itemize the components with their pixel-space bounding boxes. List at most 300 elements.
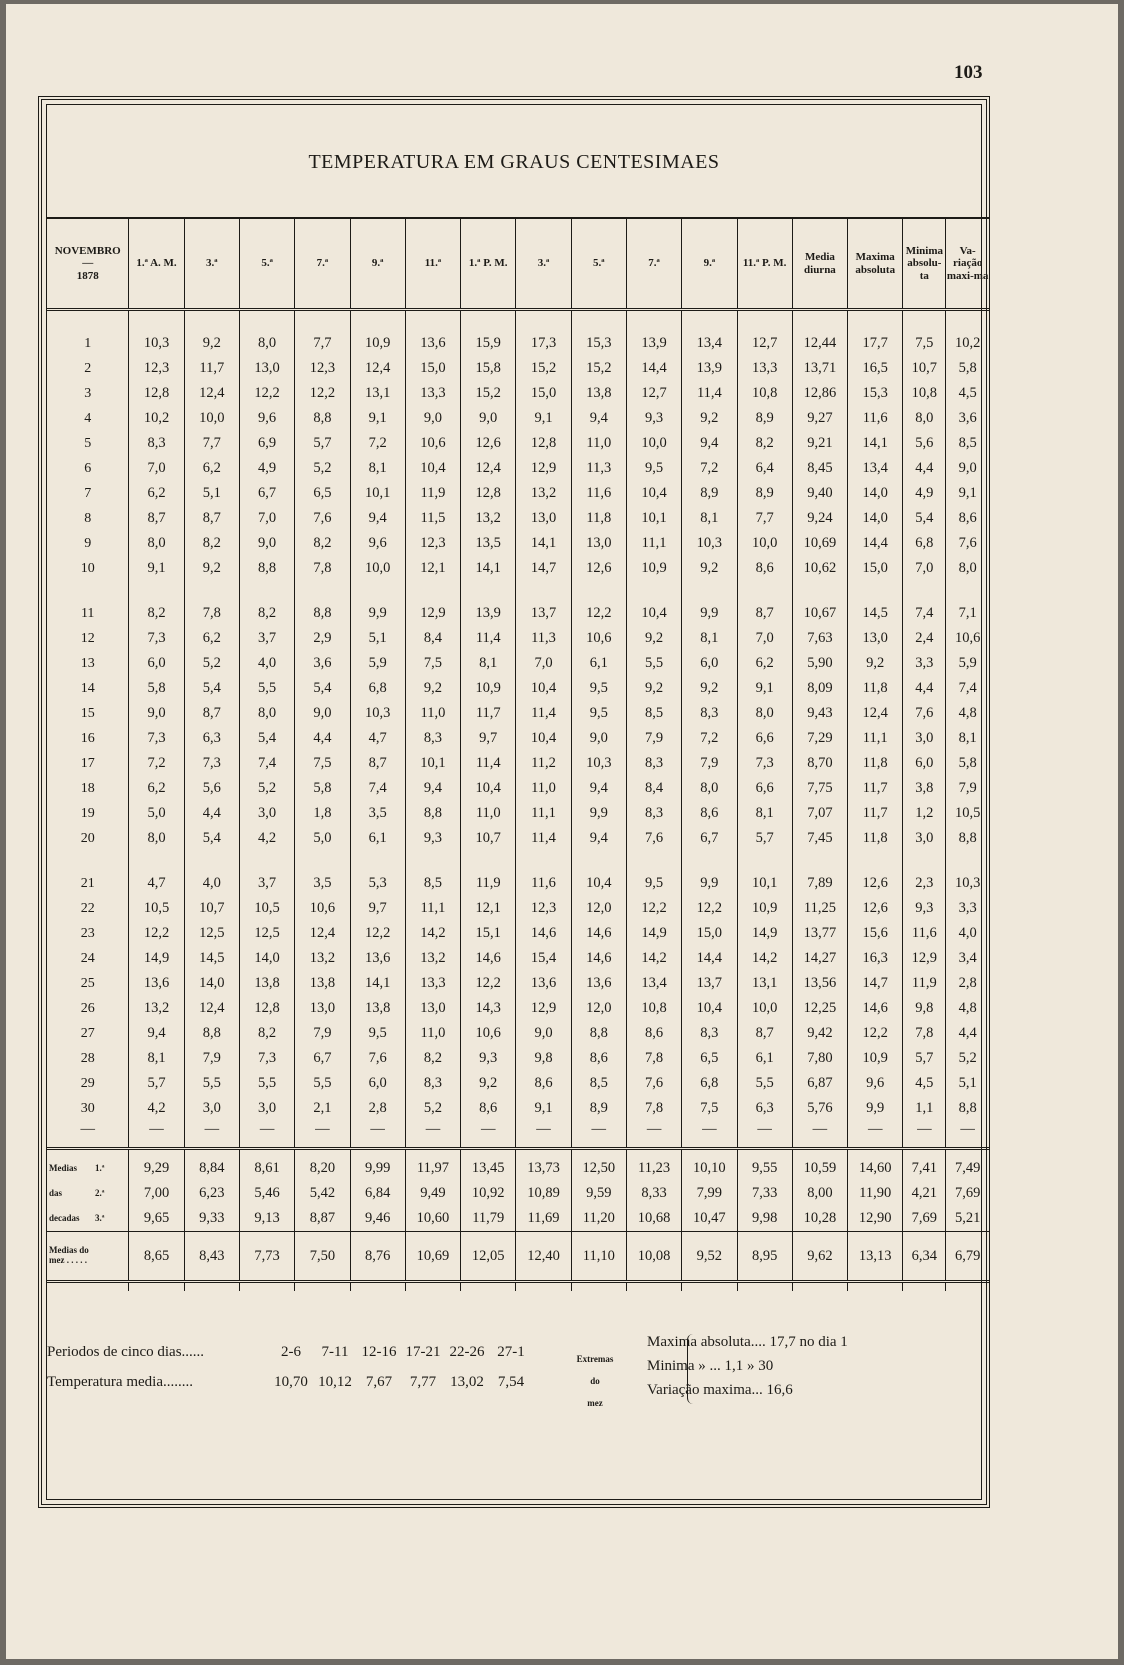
table-cell: 11,5 (405, 506, 460, 531)
table-cell: 9,62 (792, 1232, 847, 1282)
table-cell: 14,1 (461, 556, 516, 581)
table-cell: 9,2 (184, 331, 239, 356)
table-frame-inner (46, 104, 989, 1500)
spacer-cell (295, 1149, 350, 1157)
table-cell: 5,5 (239, 676, 294, 701)
table-cell: 5,1 (184, 481, 239, 506)
table-cell: 9,2 (848, 651, 903, 676)
spacer-cell (461, 851, 516, 871)
table-cell: 7,29 (792, 726, 847, 751)
table-cell: 11,1 (626, 531, 681, 556)
spacer-row (47, 851, 989, 871)
table-cell: 7,3 (184, 751, 239, 776)
table-cell: 8,6 (461, 1096, 516, 1121)
table-cell: 11,7 (848, 776, 903, 801)
table-cell: 11,8 (571, 506, 626, 531)
table-cell: 13,6 (129, 971, 184, 996)
table-cell: 8,6 (737, 556, 792, 581)
table-cell: 10,6 (946, 626, 989, 651)
table-cell: 11,69 (516, 1206, 571, 1232)
decade-row (47, 1181, 989, 1206)
summary-block (47, 1330, 989, 1420)
table-cell: 13,4 (848, 456, 903, 481)
table-cell: 11,25 (792, 896, 847, 921)
table-cell: 8,1 (946, 726, 989, 751)
table-cell: 6,2 (184, 626, 239, 651)
table-cell: 10,6 (405, 431, 460, 456)
table-cell: 12,6 (848, 896, 903, 921)
table-cell: 3,5 (350, 801, 405, 826)
spacer-cell (461, 1149, 516, 1157)
spacer-cell (350, 310, 405, 332)
table-cell: 6,2 (129, 776, 184, 801)
column-header: 9.ª (350, 218, 405, 310)
decade-label (47, 1156, 129, 1181)
table-cell: 12,44 (792, 331, 847, 356)
spacer-cell (350, 1282, 405, 1292)
table-cell: 16 (80, 730, 95, 746)
table-cell: 10,3 (571, 751, 626, 776)
spacer-cell (848, 581, 903, 601)
dash-cell: — (239, 1121, 294, 1149)
table-cell: 8,6 (516, 1071, 571, 1096)
table-cell: 6,2 (129, 481, 184, 506)
table-cell: 9 (84, 535, 92, 551)
spacer-cell (129, 581, 184, 601)
table-cell: 6,7 (295, 1046, 350, 1071)
table-cell: 13,2 (295, 946, 350, 971)
spacer-cell (792, 310, 847, 332)
table-cell: 5,0 (295, 826, 350, 851)
table-cell: 7,8 (295, 556, 350, 581)
table-cell: 13,77 (792, 921, 847, 946)
table-cell: 11,9 (461, 871, 516, 896)
table-cell: 9,2 (405, 676, 460, 701)
column-header: 9.ª (682, 218, 737, 310)
spacer-row (47, 1282, 989, 1292)
spacer-cell (792, 1149, 847, 1157)
table-cell: 6,2 (184, 456, 239, 481)
table-cell: 7,1 (946, 601, 989, 626)
table-cell: 8,7 (129, 506, 184, 531)
table-cell: 10,89 (516, 1181, 571, 1206)
table-cell: 13,9 (626, 331, 681, 356)
table-cell: 7,9 (682, 751, 737, 776)
table-row (47, 506, 989, 531)
table-cell: 10,4 (461, 776, 516, 801)
table-cell: 11,0 (516, 776, 571, 801)
table-cell: 9,9 (571, 801, 626, 826)
table-cell: 12,5 (239, 921, 294, 946)
table-cell: 9,7 (461, 726, 516, 751)
table-cell: 7,3 (129, 626, 184, 651)
table-cell: 9,5 (571, 676, 626, 701)
table-cell: 6,0 (129, 651, 184, 676)
table-cell: 7,9 (184, 1046, 239, 1071)
table-cell: 9,2 (682, 556, 737, 581)
table-cell: 7,2 (682, 726, 737, 751)
table-cell: 14,27 (792, 946, 847, 971)
spacer-cell (350, 581, 405, 601)
table-cell: 10,9 (626, 556, 681, 581)
spacer-cell (903, 1149, 946, 1157)
table-cell: 14,4 (848, 531, 903, 556)
table-cell: 13,8 (571, 381, 626, 406)
table-cell: 8,7 (184, 506, 239, 531)
table-cell: 13,0 (239, 356, 294, 381)
spacer-cell (516, 310, 571, 332)
table-cell: 4,4 (903, 456, 946, 481)
table-cell: 11,4 (516, 826, 571, 851)
table-cell: 7,41 (903, 1156, 946, 1181)
table-cell: 7 (84, 485, 92, 501)
table-cell: 9,27 (792, 406, 847, 431)
table-cell: 8,7 (184, 701, 239, 726)
table-cell: 15,6 (848, 921, 903, 946)
table-cell: 9,65 (129, 1206, 184, 1232)
table-cell: 12,0 (571, 896, 626, 921)
table-cell: 5,42 (295, 1181, 350, 1206)
table-cell: 11,0 (571, 431, 626, 456)
table-cell: 7,7 (295, 331, 350, 356)
table-cell: 12,3 (516, 896, 571, 921)
spacer-cell (626, 1149, 681, 1157)
table-cell: 15,0 (516, 381, 571, 406)
table-row (47, 896, 989, 921)
table-row (47, 651, 989, 676)
table-cell: 10,69 (405, 1232, 460, 1282)
dash-cell: — (295, 1121, 350, 1149)
table-cell: 16,5 (848, 356, 903, 381)
periods-values (269, 1344, 533, 1361)
table-cell: 9,3 (405, 826, 460, 851)
table-row (47, 626, 989, 651)
table-cell: 8,20 (295, 1156, 350, 1181)
table-cell: 6,5 (295, 481, 350, 506)
table-cell: 5,2 (239, 776, 294, 801)
table-cell: 10,1 (405, 751, 460, 776)
spacer-cell (129, 310, 184, 332)
table-cell: 10,6 (461, 1021, 516, 1046)
table-cell: 8,70 (792, 751, 847, 776)
table-cell: 8,7 (737, 1021, 792, 1046)
table-cell: 5,6 (903, 431, 946, 456)
table-cell: 12,40 (516, 1232, 571, 1282)
table-cell: 9,6 (848, 1071, 903, 1096)
table-cell: 7,73 (239, 1232, 294, 1282)
table-cell: 8,0 (129, 826, 184, 851)
table-cell: 4,9 (239, 456, 294, 481)
extremes-label-line: Extremas (576, 1354, 614, 1364)
table-cell: 4,8 (946, 996, 989, 1021)
table-cell: 8,76 (350, 1232, 405, 1282)
table-cell: 9,33 (184, 1206, 239, 1232)
corner-header (47, 218, 129, 310)
spacer-cell (626, 581, 681, 601)
table-cell: 4,21 (903, 1181, 946, 1206)
spacer-cell (47, 581, 129, 601)
table-cell: 5,4 (239, 726, 294, 751)
spacer-cell (129, 851, 184, 871)
table-cell: 11,0 (461, 801, 516, 826)
table-cell: 3 (84, 385, 92, 401)
table-cell: 22 (80, 900, 95, 916)
table-cell: 8,5 (946, 431, 989, 456)
column-header: Media diurna (792, 218, 847, 310)
table-cell: 9,4 (129, 1021, 184, 1046)
periods-label: Periodos de cinco dias...... (47, 1344, 205, 1360)
spacer-cell (737, 310, 792, 332)
decade-label-word: das (49, 1187, 63, 1198)
table-cell: 7,8 (903, 1021, 946, 1046)
month-average-label (47, 1232, 129, 1282)
table-cell: 11,4 (682, 381, 737, 406)
table-cell: 13,56 (792, 971, 847, 996)
table-cell: 9,43 (792, 701, 847, 726)
table-cell: 9,1 (737, 676, 792, 701)
table-cell: 20 (80, 830, 95, 846)
table-row (47, 996, 989, 1021)
table-row (47, 776, 989, 801)
table-cell: 12,6 (461, 431, 516, 456)
table-cell: 5,4 (184, 676, 239, 701)
table-cell: 12,1 (405, 556, 460, 581)
table-cell: 4,2 (129, 1096, 184, 1121)
decade-mark: 3.ª (95, 1212, 105, 1223)
table-cell: 11,4 (461, 751, 516, 776)
table-cell: 11,9 (903, 971, 946, 996)
table-cell: 7,0 (129, 456, 184, 481)
table-cell: 14,6 (516, 921, 571, 946)
column-header: 1.ª A. M. (129, 218, 184, 310)
table-cell: 7,50 (295, 1232, 350, 1282)
table-cell: 6,7 (682, 826, 737, 851)
spacer-cell (626, 310, 681, 332)
table-cell: 30 (80, 1100, 95, 1116)
table-cell: 9,4 (682, 431, 737, 456)
table-cell: 10,5 (129, 896, 184, 921)
table-cell: 7,2 (350, 431, 405, 456)
table-cell: 13,0 (295, 996, 350, 1021)
table-cell: 8,9 (682, 481, 737, 506)
table-cell: 14,1 (516, 531, 571, 556)
extremes-label-line: mez (587, 1398, 603, 1408)
table-cell: 4,4 (184, 801, 239, 826)
table-cell: 10,28 (792, 1206, 847, 1232)
table-cell: 8,0 (239, 331, 294, 356)
table-cell: 7,4 (239, 751, 294, 776)
table-cell: 7,69 (946, 1181, 989, 1206)
table-cell: 14,1 (848, 431, 903, 456)
table-cell: 8,5 (626, 701, 681, 726)
table-cell: 15,2 (571, 356, 626, 381)
table-cell: 13,8 (350, 996, 405, 1021)
table-cell: 13,2 (461, 506, 516, 531)
table-cell: 4,2 (239, 826, 294, 851)
spacer-cell (239, 1282, 294, 1292)
spacer-cell (405, 1282, 460, 1292)
spacer-cell (737, 851, 792, 871)
table-row (47, 801, 989, 826)
table-row (47, 381, 989, 406)
table-cell: 12,2 (571, 601, 626, 626)
table-cell: 4,0 (239, 651, 294, 676)
table-cell: 11,10 (571, 1232, 626, 1282)
table-cell: 12,5 (184, 921, 239, 946)
table-cell: 9,9 (682, 601, 737, 626)
table-cell: 14,60 (848, 1156, 903, 1181)
table-cell: 1,2 (903, 801, 946, 826)
table-cell: 7,0 (516, 651, 571, 676)
column-header: 11.ª P. M. (737, 218, 792, 310)
table-row (47, 751, 989, 776)
table-row (47, 531, 989, 556)
header-row (47, 218, 989, 310)
period-value: 27-1 (497, 1344, 525, 1360)
table-cell: 12,2 (129, 921, 184, 946)
table-cell: 7,0 (239, 506, 294, 531)
table-cell: 8,8 (946, 1096, 989, 1121)
temp-value: 7,77 (409, 1374, 437, 1390)
spacer-cell (405, 581, 460, 601)
table-cell: 5,1 (350, 626, 405, 651)
table-cell: 13,5 (461, 531, 516, 556)
table-cell: 9,9 (848, 1096, 903, 1121)
table-cell: 14,9 (737, 921, 792, 946)
table-cell: 14,2 (405, 921, 460, 946)
table-cell: 9,1 (129, 556, 184, 581)
table-cell: 10,69 (792, 531, 847, 556)
table-cell: 12,8 (239, 996, 294, 1021)
spacer-cell (571, 310, 626, 332)
table-cell: 6,8 (903, 531, 946, 556)
table-cell: 2,3 (903, 871, 946, 896)
decade-label-word: Medias (49, 1162, 77, 1173)
table-cell: 3,3 (903, 651, 946, 676)
table-cell: 7,9 (295, 1021, 350, 1046)
column-header: 3.ª (516, 218, 571, 310)
temp-values (269, 1374, 533, 1391)
spacer-cell (516, 581, 571, 601)
temp-value: 13,02 (450, 1374, 484, 1390)
extremes-label-line: do (590, 1376, 600, 1386)
table-cell: 12,8 (516, 431, 571, 456)
table-cell: 8,0 (682, 776, 737, 801)
table-cell: 12,3 (295, 356, 350, 381)
table-cell: 12,2 (295, 381, 350, 406)
table-cell: 5,5 (295, 1071, 350, 1096)
table-cell: 12,7 (626, 381, 681, 406)
table-cell: 8,6 (682, 801, 737, 826)
table-row (47, 406, 989, 431)
table-cell: 7,2 (129, 751, 184, 776)
table-cell: 14,4 (682, 946, 737, 971)
table-cell: 7,6 (350, 1046, 405, 1071)
dash-cell: — (946, 1121, 989, 1149)
column-header: Maxima absoluta (848, 218, 903, 310)
table-cell: 13,8 (295, 971, 350, 996)
table-cell: 28 (80, 1050, 95, 1066)
spacer-cell (848, 310, 903, 332)
spacer-cell (47, 1149, 129, 1157)
table-cell: 12,8 (461, 481, 516, 506)
table-cell: 6,34 (903, 1232, 946, 1282)
table-cell: 10,8 (737, 381, 792, 406)
table-cell: 5,76 (792, 1096, 847, 1121)
table-cell: 7,6 (903, 701, 946, 726)
spacer-cell (239, 851, 294, 871)
table-cell: 2,9 (295, 626, 350, 651)
table-cell: 7,3 (129, 726, 184, 751)
table-cell: 13,4 (626, 971, 681, 996)
table-cell: 9,6 (350, 531, 405, 556)
table-cell: 8,3 (626, 801, 681, 826)
table-cell: 15,8 (461, 356, 516, 381)
table-cell: 9,9 (350, 601, 405, 626)
table-cell: 9,4 (571, 406, 626, 431)
table-cell: 10,59 (792, 1156, 847, 1181)
table-cell: 6,23 (184, 1181, 239, 1206)
table-row (47, 556, 989, 581)
period-value: 22-26 (449, 1344, 485, 1360)
table-cell: 10,2 (946, 331, 989, 356)
table-cell: 5,8 (129, 676, 184, 701)
table-cell: 12,05 (461, 1232, 516, 1282)
spacer-cell (682, 310, 737, 332)
table-cell: 13,3 (405, 381, 460, 406)
dash-cell: — (129, 1121, 184, 1149)
table-cell: 4,5 (946, 381, 989, 406)
spacer-cell (626, 1282, 681, 1292)
table-cell: 6,0 (903, 751, 946, 776)
table-cell: 9,21 (792, 431, 847, 456)
table-cell: 9,7 (350, 896, 405, 921)
table-cell: 9,59 (571, 1181, 626, 1206)
column-header: 7.ª (626, 218, 681, 310)
table-cell: 14,6 (461, 946, 516, 971)
table-cell: 9,3 (903, 896, 946, 921)
table-cell: 5,2 (295, 456, 350, 481)
column-header: Va-riação maxi-ma (946, 218, 989, 310)
table-cell: 6,8 (350, 676, 405, 701)
table-cell: 9,5 (571, 701, 626, 726)
spacer-cell (626, 851, 681, 871)
table-cell: 8,1 (129, 1046, 184, 1071)
table-cell: 9,5 (626, 456, 681, 481)
table-cell: 7,5 (405, 651, 460, 676)
table-cell: 11,6 (516, 871, 571, 896)
table-cell: 8,2 (295, 531, 350, 556)
table-cell: 13 (80, 655, 95, 671)
table-cell: 8,2 (239, 601, 294, 626)
table-cell: 3,0 (903, 826, 946, 851)
table-cell: 6,0 (350, 1071, 405, 1096)
table-cell: 9,0 (946, 456, 989, 481)
table-cell: 9,2 (626, 676, 681, 701)
table-cell: 14,2 (626, 946, 681, 971)
table-cell: 14,0 (184, 971, 239, 996)
table-cell: 16,3 (848, 946, 903, 971)
table-cell: 8,1 (737, 801, 792, 826)
month-label: NOVEMBRO (54, 244, 121, 257)
month-average-label-line: Medias do (49, 1245, 89, 1256)
table-cell: 17,3 (516, 331, 571, 356)
table-cell: 9,2 (184, 556, 239, 581)
table-cell: 6,79 (946, 1232, 989, 1282)
table-row (47, 946, 989, 971)
table-cell: 13,2 (129, 996, 184, 1021)
table-cell: 9,52 (682, 1232, 737, 1282)
